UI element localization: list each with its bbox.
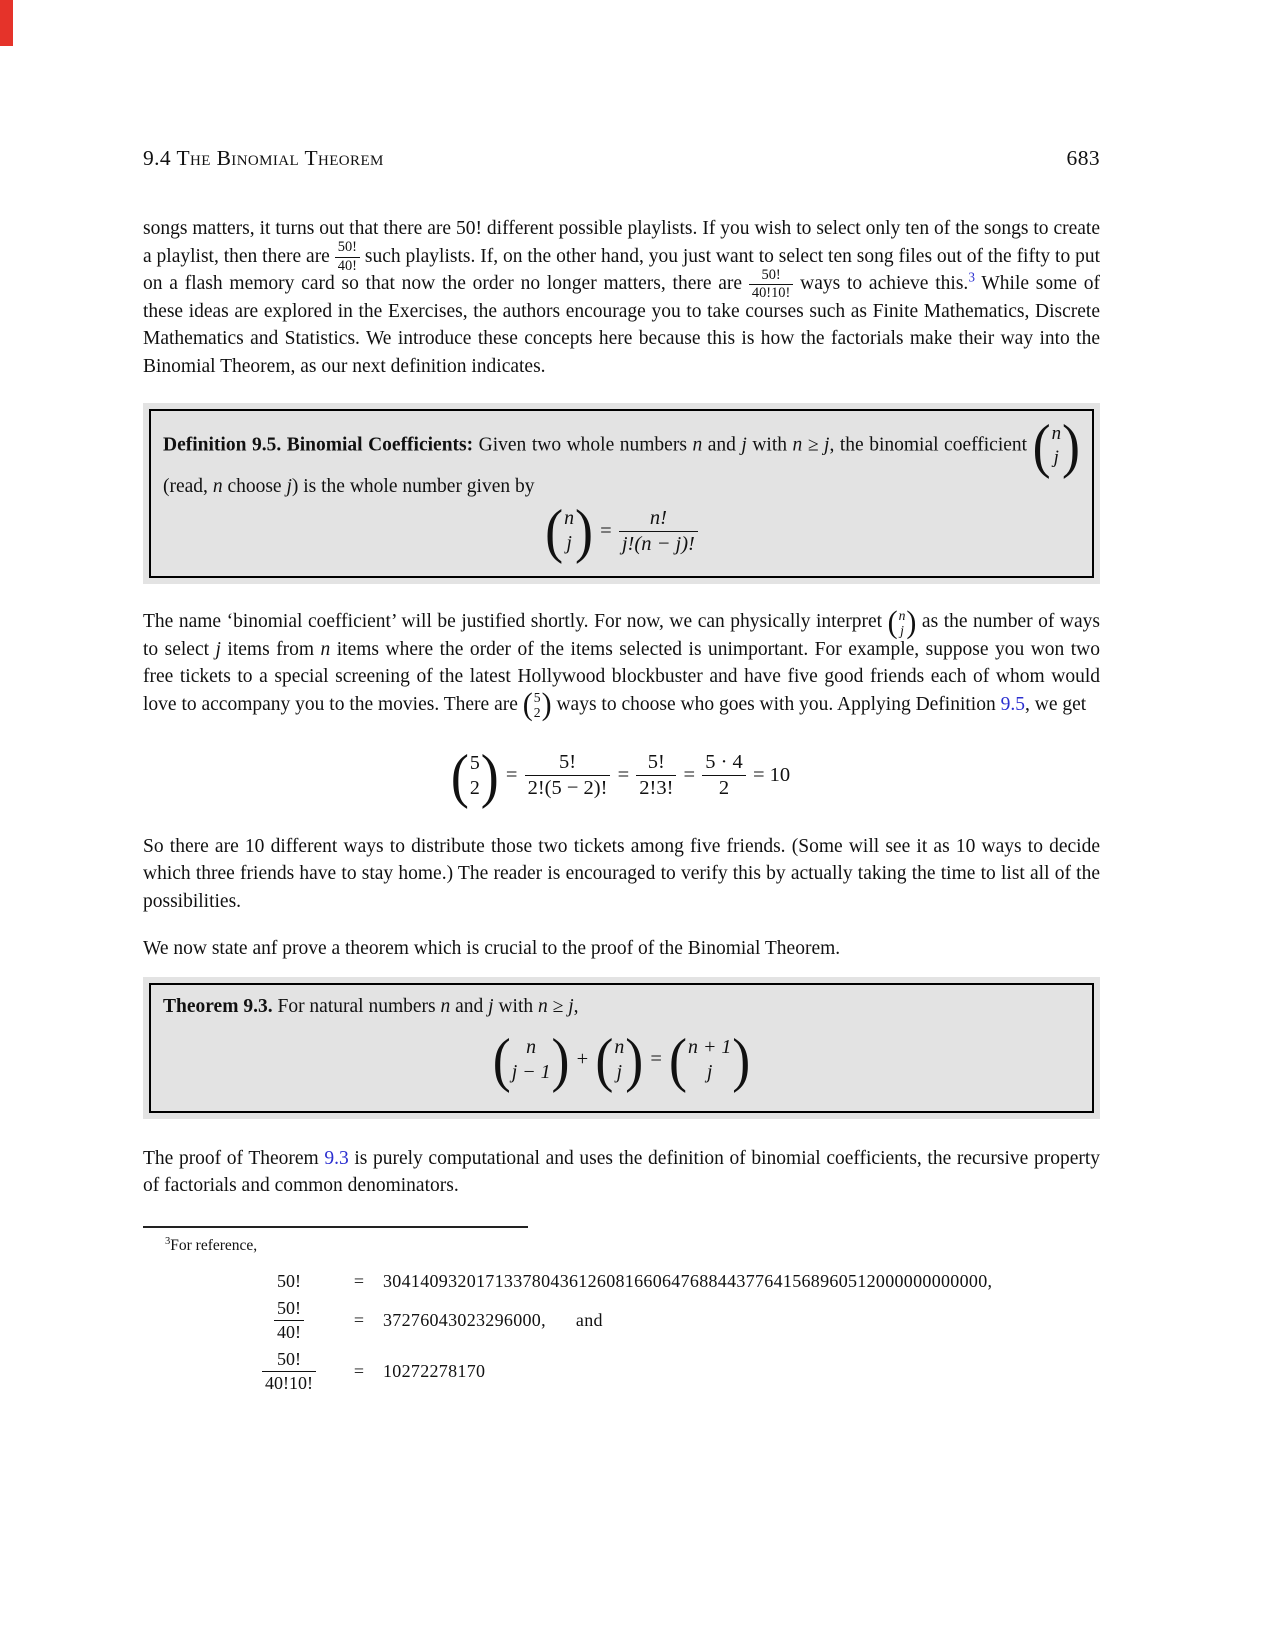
text-run: and — [450, 995, 489, 1017]
fraction-numerator: 5 · 4 — [705, 751, 743, 774]
text-run: such playlists. If, on the other hand, you just want to select ten song files out of the fifty to put on a flash memory card so that now the order no longer matters, there are — [143, 245, 1100, 295]
text-run: = — [645, 1048, 668, 1070]
italic-run: n — [440, 995, 451, 1017]
text-run: , — [573, 995, 579, 1017]
right-paren: ) — [1062, 411, 1081, 480]
definition-box-frame — [149, 409, 1094, 579]
italic-run: j — [824, 434, 830, 456]
fraction-numerator: 5! — [647, 751, 665, 774]
section-title: 9.4 The Binomial Theorem — [143, 146, 384, 170]
fraction-numerator: 50! — [277, 1348, 301, 1369]
binomial-entries — [1051, 422, 1062, 469]
footnote-lhs: 50! — [277, 1270, 301, 1291]
binomial-bottom: 2 — [469, 776, 480, 799]
text-run: Given two whole numbers — [473, 434, 693, 456]
left-paren: ( — [545, 497, 564, 565]
binomial-bottom: j — [616, 1060, 623, 1083]
text-run: choose — [222, 475, 287, 497]
fraction — [636, 751, 676, 800]
binomial-coefficient: ( 5 2 ) — [522, 687, 552, 723]
fraction-denominator: 40!10! — [749, 284, 793, 302]
paragraph-state-theorem — [143, 935, 1100, 963]
theorem-equation — [163, 1025, 1080, 1094]
text-run: ) is the whole number given by — [291, 475, 535, 497]
binomial-top: n — [614, 1035, 625, 1058]
fraction-numerator: 50! — [277, 1297, 301, 1318]
text-run: ways to choose who goes with you. Applying Definition — [551, 693, 1001, 715]
theorem-box — [143, 977, 1100, 1119]
fraction-numerator: n! — [649, 506, 667, 529]
footnote-number: 30414093201713378043612608166064768844377641568960512000000000000, — [383, 1270, 993, 1291]
binomial-bottom: j — [1053, 446, 1059, 468]
choose-5-2-equation — [143, 741, 1100, 810]
text-run: The proof of Theorem — [143, 1147, 325, 1169]
fraction-denominator: 40! — [335, 257, 360, 275]
fraction-denominator: 2!3! — [636, 775, 676, 800]
footnote-number: 37276043023296000, — [383, 1309, 546, 1330]
text-run: and — [702, 434, 742, 456]
footnote-ref[interactable]: 3 — [968, 269, 975, 285]
fraction — [619, 507, 698, 556]
footnote-lhs — [262, 1349, 316, 1394]
footnote-equals: = — [353, 1270, 365, 1291]
footnote-equations — [243, 1271, 1100, 1394]
fraction-denominator: 2 — [702, 775, 746, 800]
binomial-bottom: 2 — [533, 705, 541, 721]
text-run: is purely computational and uses the definition of binomial coefficients, the recursive property of factorials and common denominators. — [143, 1147, 1101, 1197]
page-header — [143, 146, 1100, 171]
text-run: The name ‘binomial coefficient’ will be justified shortly. For now, we can physically interpret — [143, 611, 888, 633]
binomial-entries — [533, 690, 542, 720]
fraction — [274, 1298, 304, 1343]
italic-run: n — [320, 638, 331, 660]
left-paren: ( — [1032, 411, 1051, 480]
bold-run: Theorem 9.3. — [163, 995, 273, 1017]
fraction-numerator: 50! — [761, 266, 781, 283]
fraction-denominator: 40!10! — [262, 1371, 316, 1394]
footnote-equals: = — [353, 1309, 365, 1330]
footnote-value — [383, 1310, 603, 1331]
italic-run: j — [215, 638, 221, 660]
text-run: For natural numbers — [272, 995, 441, 1017]
definition-box — [143, 403, 1100, 585]
footnote-marker: 3 — [165, 1235, 171, 1247]
footnote-equals: = — [353, 1360, 365, 1381]
footnote-intro — [143, 1237, 1100, 1255]
binomial-top: n + 1 — [688, 1035, 732, 1058]
left-paren: ( — [450, 741, 469, 810]
binomial-entries — [687, 1035, 732, 1085]
cross-reference-link[interactable]: 9.5 — [1000, 693, 1025, 715]
binomial-coefficient: ( n j ) — [887, 604, 917, 640]
italic-run: j — [741, 434, 747, 456]
page-content — [143, 146, 1100, 1394]
footnote-number: 10272278170 — [383, 1360, 486, 1381]
text-run: ≥ — [802, 434, 825, 456]
text-run: We now state anf prove a theorem which is crucial to the proof of the Binomial Theorem. — [143, 938, 841, 960]
binomial-top: 5 — [469, 751, 480, 774]
paragraph-songs-playlists — [143, 215, 1100, 381]
italic-run: j — [488, 995, 494, 1017]
binomial-bottom: j — [706, 1060, 713, 1083]
text-run: ways to achieve this. — [793, 273, 969, 295]
text-run: + — [571, 1048, 594, 1070]
binomial-entries — [511, 1035, 552, 1085]
paragraph-ten-ways — [143, 833, 1100, 916]
fraction-numerator: 50! — [337, 239, 357, 256]
page-number: 683 — [1066, 146, 1100, 170]
theorem-box-text — [163, 993, 1080, 1021]
fraction — [262, 1349, 316, 1394]
binomial-top: n — [526, 1035, 537, 1058]
footnote-lhs — [274, 1298, 304, 1343]
binomial-coefficient — [450, 741, 499, 810]
italic-run: j — [286, 475, 292, 497]
binomial-bottom: j — [900, 622, 904, 638]
binomial-entries — [898, 608, 907, 638]
italic-run: n — [537, 995, 548, 1017]
text-run: (read, — [163, 475, 213, 497]
paragraph-binomial-interpretation — [143, 604, 1100, 723]
text-run: as the number of ways to select — [143, 611, 1100, 660]
binomial-top: n — [898, 607, 906, 623]
paragraph-proof-note — [143, 1145, 1100, 1200]
right-paren: ) — [732, 1025, 751, 1094]
binomial-coefficient — [1032, 411, 1081, 480]
text-run: = — [500, 764, 523, 787]
fraction-denominator: 40! — [274, 1320, 304, 1343]
binomial-top: n — [564, 507, 575, 530]
italic-run: n — [212, 475, 223, 497]
fraction — [702, 751, 746, 800]
binomial-bottom: j − 1 — [511, 1060, 551, 1083]
binomial-coefficient — [492, 1025, 570, 1094]
text-run: , we get — [1024, 693, 1087, 715]
italic-run: j — [568, 995, 574, 1017]
right-paren: ) — [575, 497, 594, 565]
fraction — [525, 751, 611, 800]
binomial-top: n — [1051, 422, 1062, 444]
text-run: = 10 — [747, 764, 791, 787]
fraction-denominator: 2!(5 − 2)! — [525, 775, 611, 800]
text-run: items where the order of the items selected is unimportant. For example, suppose you won two free tickets to a special screening of the latest Hollywood blockbuster and have five good friends each of whom would love to accompany you to the movies. There are — [143, 638, 1100, 715]
right-paren: ) — [480, 741, 499, 810]
text-run: with — [493, 995, 538, 1017]
fraction — [749, 266, 793, 302]
binomial-bottom: j — [566, 532, 572, 555]
text-run: with — [746, 434, 793, 456]
binomial-top: 5 — [533, 690, 541, 706]
footnote-intro-text: For reference, — [170, 1236, 258, 1254]
left-paren: ( — [595, 1025, 614, 1094]
right-paren: ) — [625, 1025, 644, 1094]
left-paren: ( — [669, 1025, 688, 1094]
cross-reference-link[interactable]: 9.3 — [324, 1147, 349, 1169]
theorem-box-frame — [149, 983, 1094, 1113]
binomial-coefficient — [595, 1025, 644, 1094]
footnote-area — [143, 1226, 1100, 1394]
bold-run: Definition 9.5. Binomial Coefficients: — [163, 434, 474, 456]
italic-run: n — [792, 434, 803, 456]
binomial-entries — [563, 506, 575, 556]
binomial-coefficient — [669, 1025, 751, 1094]
text-run: = — [595, 519, 617, 542]
red-corner-mark — [0, 0, 13, 46]
left-paren: ( — [492, 1025, 511, 1094]
text-run: = — [612, 764, 635, 787]
text-run: items from — [220, 638, 321, 660]
fraction — [335, 239, 360, 274]
binomial-entries — [613, 1035, 625, 1085]
binomial-entries — [469, 751, 481, 801]
definition-equation — [163, 497, 1080, 565]
fraction-numerator: 5! — [558, 751, 577, 774]
italic-run: n — [692, 434, 703, 456]
right-paren: ) — [551, 1025, 570, 1094]
binomial-coefficient — [545, 497, 594, 565]
text-run: ≥ — [547, 995, 569, 1017]
footnote-suffix: and — [575, 1309, 603, 1330]
text-run: = — [678, 764, 701, 787]
text-run: While some of these ideas are explored in the Exercises, the authors encourage you to take courses such as Finite Mathematics, Discrete Mathematics and Statistics. We introduce these concepts here because this is how the factorials make their way into the Binomial Theorem, as our next definition indicates. — [143, 273, 1100, 377]
text-run: So there are 10 different ways to distribute those two tickets among five friends. (Some will see it as 10 ways to decide which three friends have to stay home.) The reader is encouraged to verify this by actually taking the time to list all of the possibilities. — [143, 835, 1100, 912]
definition-box-text — [163, 411, 1081, 501]
footnote-value — [383, 1361, 485, 1382]
text-run: , the binomial coefficient — [829, 434, 1033, 456]
text-run: songs matters, it turns out that there are 50! different possible playlists. If you wish to select only ten of the songs to create a playlist, then there are — [143, 218, 1100, 267]
footnote-rule — [143, 1226, 528, 1228]
fraction-denominator: j!(n − j)! — [619, 531, 698, 556]
footnote-value — [383, 1271, 992, 1292]
